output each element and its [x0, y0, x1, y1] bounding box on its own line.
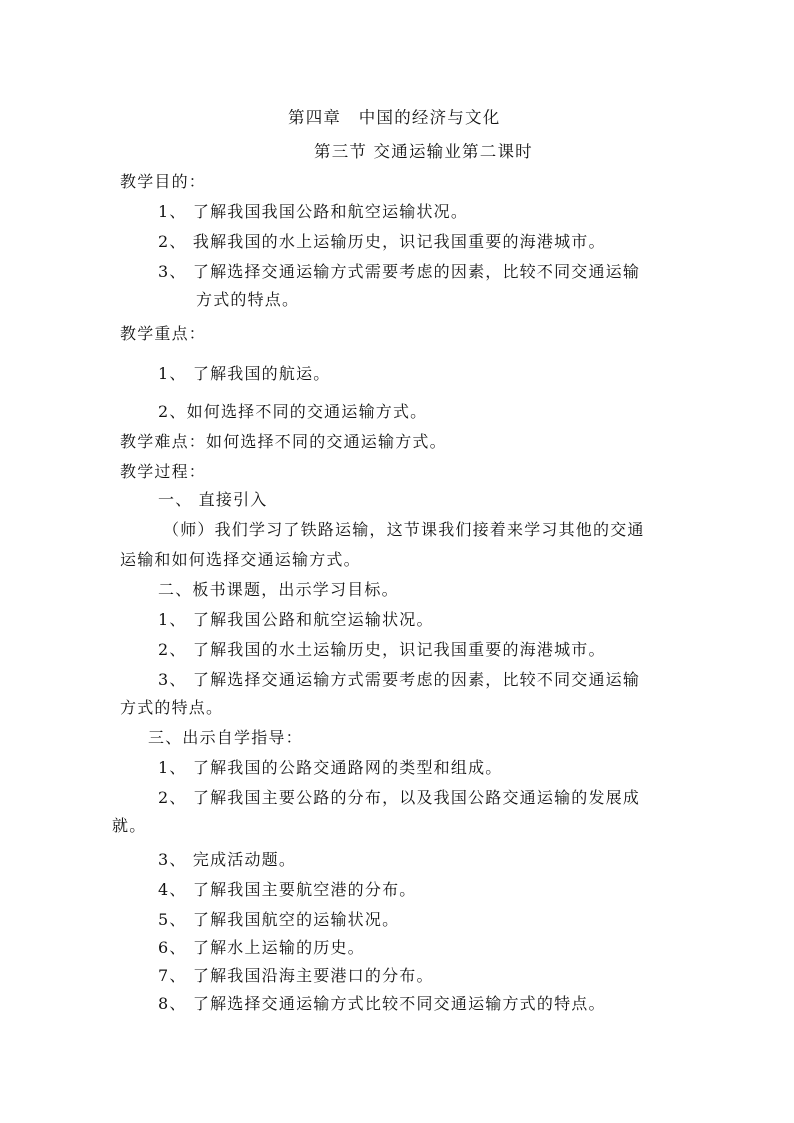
step3-item: 4、 了解我国主要航空港的分布。	[158, 880, 417, 899]
key-point-item: 2、如何选择不同的交通运输方式。	[158, 402, 428, 421]
objective-item: 3、 了解选择交通运输方式需要考虑的因素，比较不同交通运输	[158, 262, 641, 281]
step2-item: 3、 了解选择交通运输方式需要考虑的因素，比较不同交通运输	[158, 670, 641, 689]
step2-item: 1、 了解我国公路和航空运输状况。	[158, 610, 434, 629]
section-title: 第三节 交通运输业第二课时	[314, 142, 533, 161]
difficulty-line: 教学难点：如何选择不同的交通运输方式。	[120, 432, 447, 451]
step2-title: 二、板书课题，出示学习目标。	[158, 580, 399, 599]
step3-item: 8、 了解选择交通运输方式比较不同交通运输方式的特点。	[158, 994, 606, 1013]
step3-item-continuation: 就。	[112, 816, 147, 835]
step2-item: 2、 了解我国的水土运输历史，识记我国重要的海港城市。	[158, 640, 606, 659]
step3-item: 3、 完成活动题。	[158, 850, 297, 869]
objective-item: 1、 了解我国我国公路和航空运输状况。	[158, 202, 469, 221]
step1-title: 一、 直接引入	[158, 490, 268, 509]
step2-item-continuation: 方式的特点。	[120, 698, 224, 717]
step1-text: （师）我们学习了铁路运输，这节课我们接着来学习其他的交通	[163, 520, 645, 539]
step3-item: 2、 了解我国主要公路的分布，以及我国公路交通运输的发展成	[158, 788, 641, 807]
process-heading: 教学过程：	[120, 462, 207, 481]
step3-item: 5、 了解我国航空的运输状况。	[158, 910, 400, 929]
key-points-heading: 教学重点：	[120, 324, 207, 343]
step3-item: 6、 了解水上运输的历史。	[158, 938, 365, 957]
objective-item: 2、 我解我国的水上运输历史，识记我国重要的海港城市。	[158, 232, 606, 251]
step3-item: 7、 了解我国沿海主要港口的分布。	[158, 966, 434, 985]
key-point-item: 1、 了解我国的航运。	[158, 364, 331, 383]
chapter-title: 第四章 中国的经济与文化	[288, 108, 501, 127]
step1-text-continuation: 运输和如何选择交通运输方式。	[120, 550, 361, 569]
step3-title: 三、出示自学指导：	[148, 728, 303, 747]
step3-item: 1、 了解我国的公路交通路网的类型和组成。	[158, 758, 503, 777]
objective-item-continuation: 方式的特点。	[196, 290, 300, 309]
objectives-heading: 教学目的：	[120, 172, 207, 191]
